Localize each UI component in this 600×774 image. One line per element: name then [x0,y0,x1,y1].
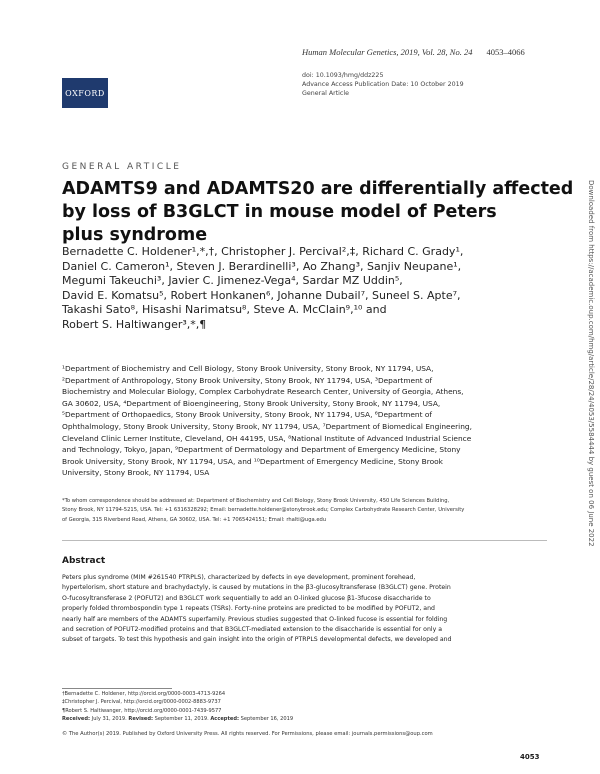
abstract-heading: Abstract [62,556,106,566]
orcid-link[interactable]: ¶Robert S. Haltiwanger, http://orcid.org/0000-0001-7439-9577 [62,707,222,714]
affiliations [62,363,547,479]
affiliation-line: ¹Department of Biochemistry and Cell Biology, Stony Brook University, Stony Brook, NY 11794, USA, [62,364,434,373]
correspondence-line: *To whom correspondence should be addressed at: Department of Biochemistry and Cell Biology, Stony Brook University, 450 Life Sciences Building, [62,498,450,504]
section-label: GENERAL ARTICLE [62,162,182,172]
doi-link[interactable]: doi: 10.1093/hmg/ddz225 [302,72,384,79]
article-type: General Article [302,90,350,97]
abstract-body [62,573,552,646]
abstract-line: subset of targets. To test this hypothesis and gain insight into the origin of PTRPLS developmental defects, we developed and [62,636,452,644]
abstract-line: Peters plus syndrome (MIM #261540 PTRPLS), characterized by defects in eye development, prominent forehead, [62,574,416,581]
title-line: plus syndrome [62,225,208,245]
abstract-line: hypertelorism, short stature and brachydactyly, is caused by mutations in the β3-glucosyltransferase (B3GLCT) gene. Protein [62,584,451,592]
abstract-line: and secretion of POFUT2-modified proteins and that B3GLCT-mediated extension to the disaccharide is essential for only a [62,626,443,634]
abstract-line: O-fucosyltransferase 2 (POFUT2) and B3GLCT work sequentially to add an O-linked glucose β1-3fucose disaccharide to [62,594,431,602]
author-line: Takashi Sato⁸, Hisashi Narimatsu⁸, Steve A. McClain⁹,¹⁰ and [62,303,387,316]
author-line: David E. Komatsu⁵, Robert Honkanen⁶, Johanne Dubail⁷, Suneel S. Apte⁷, [62,288,461,302]
divider [62,540,547,541]
accepted-date: September 16, 2019 [240,716,294,723]
author-line: Megumi Takeuchi³, Javier C. Jimenez-Vega⁴, Sardar MZ Uddin⁵, [62,274,403,287]
orcid-link[interactable]: ‡Christopher J. Percival, http://orcid.org/0000-0002-8883-9737 [62,699,221,706]
history-dates [62,715,542,723]
footnote-divider [62,688,172,689]
page-number: 4053 [520,753,540,761]
affiliation-line: GA 30602, USA, ⁴Department of Bioengineering, Stony Brook University, Stony Brook, NY 11794, USA, [62,398,441,408]
oxford-logo [62,78,108,108]
download-sidebar [585,180,595,580]
author-line: Robert S. Haltiwanger³,*,¶ [62,317,207,331]
footnotes [62,690,542,724]
affiliation-line: Biochemistry and Molecular Biology, Complex Carbohydrate Research Center, University of Georgia, Athens, [62,387,464,397]
revised-label: Revised: [128,716,154,723]
abstract-line: properly folded thrombospondin type 1 repeats (TSRs). Forty-nine proteins are predicted to be modified by POFUT2, and [62,605,435,613]
download-notice[interactable]: Downloaded from https://academic.oup.com/hmg/article/28/24/4053/5584444 by guest on 06 June 2022 [587,180,595,547]
accepted-label: Accepted: [210,716,240,723]
affiliation-line: Ophthalmology, Stony Brook University, Stony Brook, NY 11794, USA, ⁷Department of Biomedical Engineering, [62,421,472,431]
title-line: ADAMTS9 and ADAMTS20 are differentially affected [62,179,574,199]
affiliation-line: University, Stony Brook, NY 11794, USA [62,468,210,478]
correspondence-line: Stony Brook, NY 11794-5215, USA. Tel: +1 6316328292; Email: bernadette.holdener@stonybrook.edu; Complex Carbohydrate Research Center, University [62,507,465,514]
correspondence-line: of Georgia, 315 Riverbend Road, Athens, GA 30602, USA. Tel: +1 7065424151; Email: rhalti@uga.edu [62,516,327,523]
title-line: by loss of B3GLCT in mouse model of Peters [62,202,497,222]
author-line: Bernadette C. Holdener¹,*,†, Christopher J. Percival²,‡, Richard C. Grady¹, [62,245,464,258]
correspondence-note [62,497,552,525]
article-title [62,178,574,247]
affiliation-line: Cleveland Clinic Lerner Institute, Cleveland, OH 44195, USA, ⁸National Institute of Advanced Industrial Science [62,433,472,443]
copyright-notice: © The Author(s) 2019. Published by Oxford University Press. All rights reserved. For Permissions, please email: journals.permissions@oup.com [62,731,433,737]
author-line: Daniel C. Cameron¹, Steven J. Berardinelli³, Ao Zhang³, Sanjiv Neupane¹, [62,259,462,273]
journal-name: Human Molecular Genetics, 2019, Vol. 28, No. 24 [302,47,473,57]
revised-date: September 11, 2019. [154,716,209,723]
author-list [62,245,532,332]
journal-header [302,47,525,57]
affiliation-line: Brook University, Stony Brook, NY 11794, USA, and ¹⁰Department of Emergency Medicine, Stony Brook [62,456,443,466]
logo-text: OXFORD [65,88,105,98]
advance-access-date: Advance Access Publication Date: 10 October 2019 [302,81,464,88]
received-date: July 31, 2019. [91,716,127,723]
affiliation-line: ²Department of Anthropology, Stony Brook University, Stony Brook, NY 11794, USA, ³Department of [62,375,433,385]
page-range: 4053–4066 [486,47,525,57]
affiliation-line: ⁵Department of Orthopaedics, Stony Brook University, Stony Brook, NY 11794, USA, ⁶Department of [62,410,432,420]
received-label: Received: [62,716,91,723]
abstract-line: nearly half are members of the ADAMTS superfamily. Previous studies suggested that O-linked fucose is essential for folding [62,615,448,623]
affiliation-line: and Technology, Tokyo, Japan, ⁹Department of Dermatology and Department of Emergency Medicine, Stony [62,445,461,455]
orcid-link[interactable]: †Bernadette C. Holdener, http://orcid.org/0000-0003-4713-9264 [62,691,226,697]
